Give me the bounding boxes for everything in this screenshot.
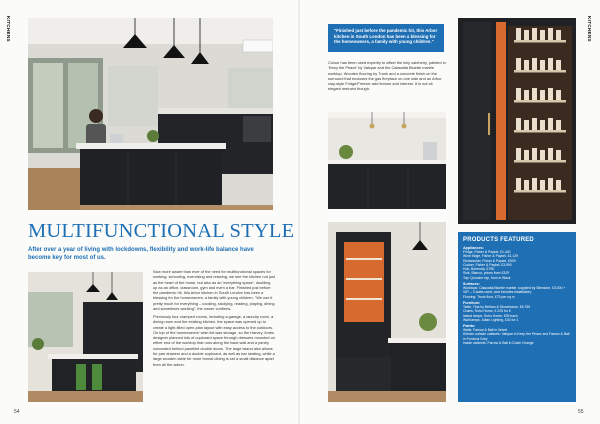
section-tab: KITCHENS <box>6 16 11 42</box>
product-line: Dishwasher, Fisher & Paykel, £949 <box>463 258 516 263</box>
product-line: Walls: Farrow & Ball in Velvet <box>463 328 508 333</box>
body-paragraph: Previously four cramped rooms, including a garage, a laundry room, a dining room and the existing kitchen, the space was opened up to create a light-filled open-plan layout with easy access to the outdoors. On top of the homeowners' wish list was storage, so the Harvey Jones designer planned lots of cupboard space through dressers mounted on either end of the worktop that runs along the back wall and a pantry concealed behind panelled double doors. The large island also allows for pan drawers and a double cupboard, as well as bar seating, while a large wooden table for more formal dining is set a small distance apart from all the action. <box>153 313 275 367</box>
products-group-heading: Appliances: <box>463 246 484 250</box>
products-group-heading: Paints: <box>463 324 476 329</box>
product-line: Fridge, Fisher & Paykel, £1,440 <box>463 250 511 254</box>
product-line: Island lamps: Soho Home, £99 each <box>463 313 518 318</box>
secondary-kitchen-photo <box>28 272 143 402</box>
product-line: Flooring: Trunk floor, £79 per sq m <box>463 294 515 299</box>
product-line: Hob, Bohemia, £795 <box>463 267 494 272</box>
product-line: Wine fridge, Fisher & Paykel, £1,129 <box>463 254 519 259</box>
main-kitchen-photo <box>28 18 273 210</box>
pull-quote: "Finished just before the pandemic hit, this Arbor kitchen in South London has been a blessing for the homeowners, a family with young children." <box>328 24 444 52</box>
product-line: Kitchen outside cabinets: Valspar in Keep the Peace and Farrow & Ball in Pomona Grey <box>463 332 570 341</box>
product-line: Wall lamps: Julian Lighting, £30 for 2 <box>463 317 519 322</box>
product-line: Table, Tina by Bethan & Stonehouse, £5,765 <box>463 304 531 309</box>
headline: MULTIFUNCTIONAL STYLE <box>28 220 295 242</box>
products-group-heading: Surfaces: <box>463 282 480 287</box>
body-paragraph: Now more aware than ever of the need for multifunctional spaces for working, schooling, exercising and relaxing, we see the kitchen not just as the heart of the home, but also as an 'everything space', doubling up as an office, classroom, gym and even a bar. Finished just before the pandemic hit, this Arbor kitchen in South London has been a blessing for the homeowners, a family with young children. "We use it pretty much for everything – cooking, studying, reading, playing, dining and sometimes working", the owner confirms. <box>153 269 275 312</box>
product-line: Worktops: Calacatta Bluette marble, supplied by Silestone, £3,000 + VAT – 3 slabs used, cost includes installation) <box>463 286 566 295</box>
products-featured-box <box>458 232 576 402</box>
pantry-photo <box>458 18 576 224</box>
page-number-left: 54 <box>14 409 20 415</box>
product-line: Chairs, Soho Home, £ 225 for 6 <box>463 309 511 314</box>
subhead: After over a year of living with lockdowns, flexibility and work-life balance have become key for most of us. <box>28 247 254 261</box>
cabinet-photo <box>328 112 446 209</box>
section-tab: KITCHENS <box>587 16 592 42</box>
page-number-right: 55 <box>578 409 584 415</box>
products-group-heading: Furniture: <box>463 300 481 305</box>
right-paragraph: Colour has been used expertly to offset the inky cabinetry, painted in 'Keep the Peace' by Valspar and the Calacatta Bluette marble worktop. Wooden flooring by Trunk and a concrete finish on the surround that encloses the gas fireplace on one side and an Arbor clay-style Fridge/Freezer add texture and interest. It is not all elegant restraint though. <box>328 60 446 92</box>
product-line: Cooker, Fisher & Paykel, £3,990 <box>463 262 512 267</box>
product-line: Tap: Quooker tap, from in Black <box>463 275 511 280</box>
dresser-photo <box>328 222 446 402</box>
products-title: PRODUCTS FEATURED <box>463 237 534 243</box>
product-line: Inside cabinets: Farrow & Ball in Dutch Orange <box>463 341 534 346</box>
product-line: Sink, Blanco, prices from £329 <box>463 271 509 276</box>
body-column <box>153 269 275 370</box>
